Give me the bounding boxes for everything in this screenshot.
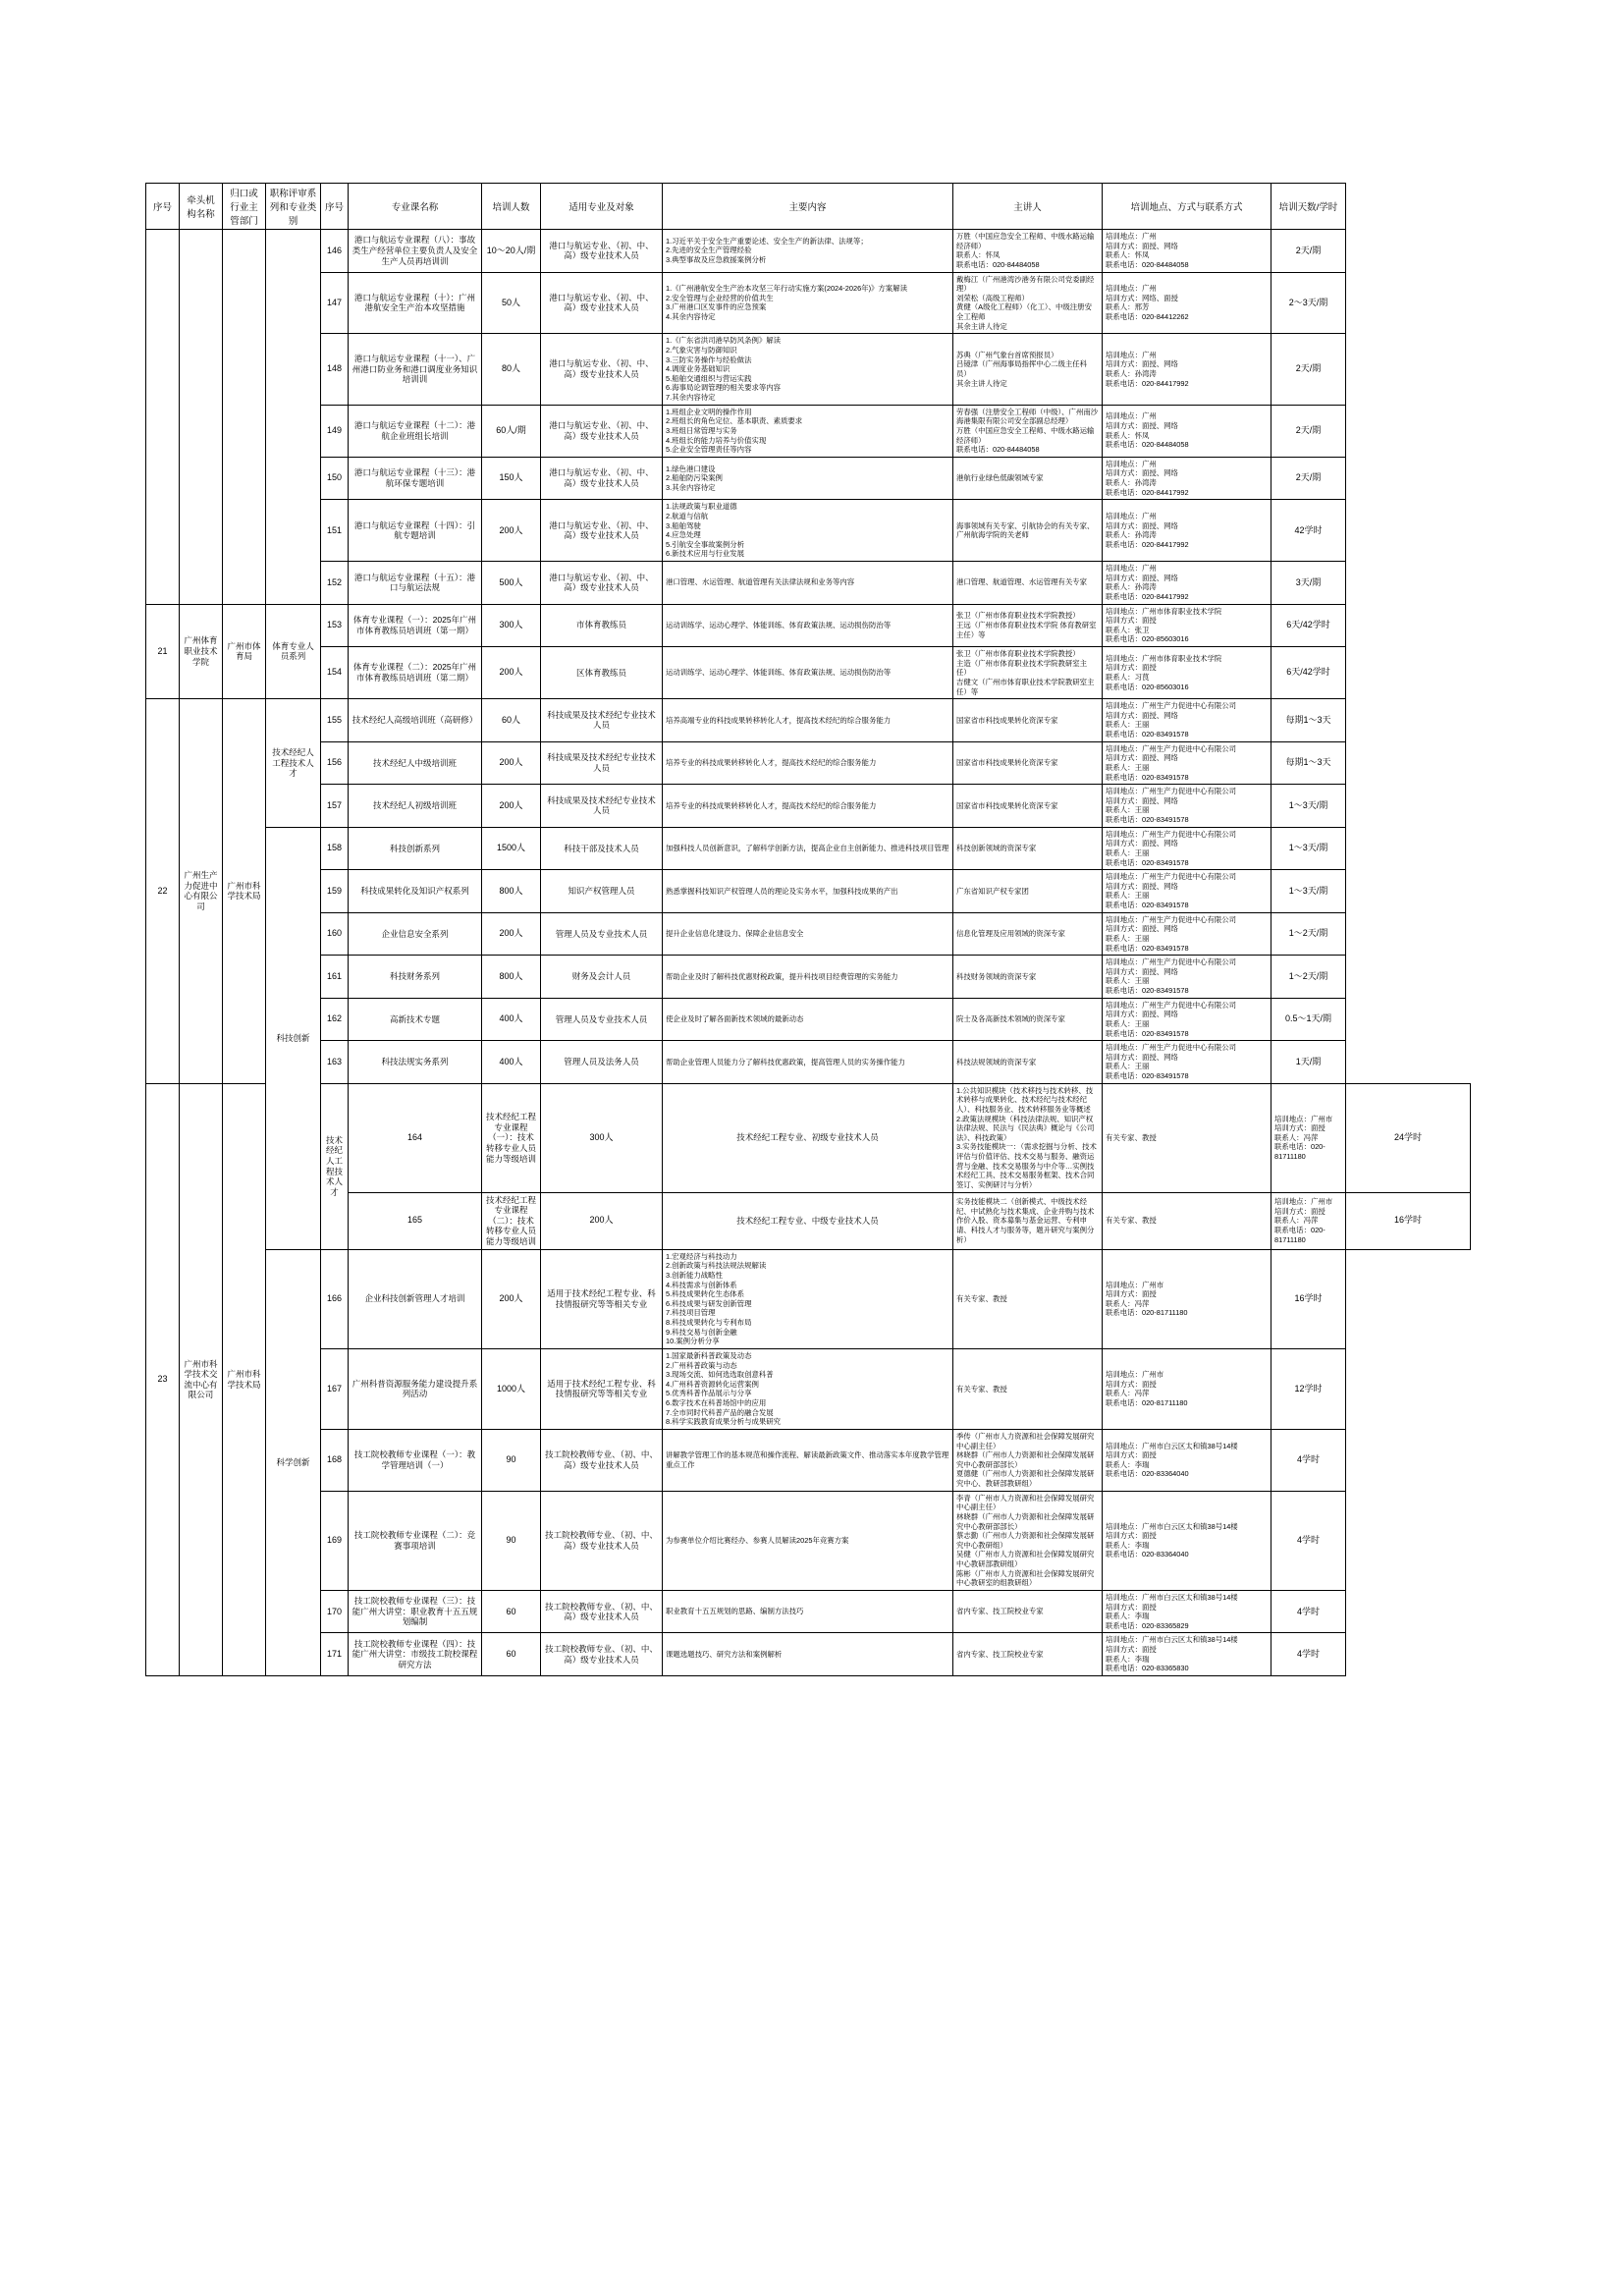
cell-place: 培训地点：广州 培训方式：面授、网络 联系人：孙湾涛 联系电话：020-84417992 bbox=[1103, 562, 1271, 605]
cell-series: 技术经纪人工程技术人才 bbox=[321, 1083, 349, 1249]
cell-count: 80人 bbox=[482, 334, 541, 405]
cell-speaker: 劳春强（注册安全工程师（中级）、广州南沙海港集限有限公司安全部副总经理） 万胜（中国应急安全工程师、中级水路运输经济师） 联系电话：020-84484058 bbox=[953, 405, 1103, 457]
cell-speaker: 季传（广州市人力资源和社会保障发展研究中心副主任） 林晓群（广州市人力资源和社会保障发展研究中心教研部部长） 夏德健（广州市人力资源和社会保障发展研究中心、教研部教研组） bbox=[953, 1429, 1103, 1491]
cell-index: 157 bbox=[321, 785, 349, 828]
cell-series: 科学创新 bbox=[266, 1249, 321, 1675]
cell-series: 科技创新 bbox=[266, 827, 321, 1249]
cell-course-name: 技术经纪工程专业课程（二）：技术转移专业人员能力等级培训 bbox=[482, 1192, 541, 1249]
cell-days: 1～3天/期 bbox=[1271, 827, 1346, 870]
cell-speaker: 有关专家、教授 bbox=[1103, 1083, 1271, 1192]
cell-count: 60 bbox=[482, 1633, 541, 1676]
cell-speaker: 国家省市科技成果转化资深专家 bbox=[953, 785, 1103, 828]
cell-course-name: 高新技术专题 bbox=[349, 998, 482, 1041]
cell-speaker: 省内专家、技工院校业专家 bbox=[953, 1633, 1103, 1676]
cell-place: 培训地点：广州生产力促进中心有限公司 培训方式：面授、网络 联系人：王丽 联系电话：020-83491578 bbox=[1103, 827, 1271, 870]
cell-days: 2天/期 bbox=[1271, 405, 1346, 457]
cell-count: 300人 bbox=[482, 604, 541, 647]
cell-content: 1.《广东省洪司港早防风条例》解读 2.气象灾害与防御知识 3.三防实务操作与经验做法 4.调度业务基础知识 5.船舶交通组织与营运实践 6.海事局论调管理的相关要求等内容 7.其余内容待定 bbox=[663, 334, 953, 405]
cell-speaker: 科技财务领域的资深专家 bbox=[953, 956, 1103, 999]
cell-index: 160 bbox=[321, 912, 349, 956]
cell-place: 培训地点：广州 培训方式：面授、网络 联系人：孙湾涛 联系电话：020-84417992 bbox=[1103, 457, 1271, 500]
cell-target: 管理人员及法务人员 bbox=[541, 1041, 663, 1084]
cell-place: 培训地点：广州生产力促进中心有限公司 培训方式：面授、网络 联系人：王丽 联系电话：020-83491578 bbox=[1103, 1041, 1271, 1084]
cell-place: 培训地点：广州 培训方式：面授、网络 联系人：怀凤 联系电话：020-84484058 bbox=[1103, 405, 1271, 457]
cell-speaker: 院士及各高新技术领域的资深专家 bbox=[953, 998, 1103, 1041]
cell-count: 400人 bbox=[482, 1041, 541, 1084]
cell-content: 培养专业的科技成果转移转化人才，提高技术经纪的综合服务能力 bbox=[663, 741, 953, 785]
cell-index: 171 bbox=[321, 1633, 349, 1676]
cell-index: 155 bbox=[321, 699, 349, 742]
cell-speaker: 国家省市科技成果转化资深专家 bbox=[953, 741, 1103, 785]
table-row bbox=[146, 1633, 1471, 1676]
cell-days: 24学时 bbox=[1346, 1083, 1471, 1192]
cell-no bbox=[146, 230, 180, 605]
cell-course-name: 企业科技创新管理人才培训 bbox=[349, 1249, 482, 1348]
cell-days: 0.5～1天/期 bbox=[1271, 998, 1346, 1041]
cell-count: 90 bbox=[482, 1429, 541, 1491]
cell-content: 课题选题技巧、研究方法和案例解析 bbox=[663, 1633, 953, 1676]
cell-count: 60人 bbox=[482, 699, 541, 742]
cell-target: 港口与航运专业、（初、中、高）级专业技术人员 bbox=[541, 272, 663, 334]
table-row bbox=[146, 1249, 1471, 1348]
cell-index: 152 bbox=[321, 562, 349, 605]
cell-target: 港口与航运专业、（初、中、高）级专业技术人员 bbox=[541, 334, 663, 405]
cell-target: 技工院校教师专业、（初、中、高）级专业技术人员 bbox=[541, 1491, 663, 1590]
cell-place: 培训地点：广州生产力促进中心有限公司 培训方式：面授、网络 联系人：王丽 联系电话：020-83491578 bbox=[1103, 998, 1271, 1041]
cell-speaker: 信息化管理及应用领域的资深专家 bbox=[953, 912, 1103, 956]
cell-target: 港口与航运专业、（初、中、高）级专业技术人员 bbox=[541, 405, 663, 457]
cell-days: 6天/42学时 bbox=[1271, 647, 1346, 699]
cell-days: 4学时 bbox=[1271, 1429, 1346, 1491]
cell-speaker: 苏典（广州气象台首席预报员） 吕镜津（广州海事局指挥中心二级主任科员） 其余主讲人待定 bbox=[953, 334, 1103, 405]
table-row bbox=[146, 562, 1471, 605]
cell-count: 50人 bbox=[482, 272, 541, 334]
cell-count: 1000人 bbox=[482, 1348, 541, 1429]
cell-dept: 广州市体育局 bbox=[223, 604, 266, 699]
cell-count: 200人 bbox=[482, 500, 541, 562]
cell-content: 加强科技人员创新意识，了解科学创新方法，提高企业自主创新能力、推进科技项目管理 bbox=[663, 827, 953, 870]
cell-days: 1～2天/期 bbox=[1271, 956, 1346, 999]
cell-count: 200人 bbox=[482, 741, 541, 785]
cell-speaker: 港航行业绿色低碳领域专家 bbox=[953, 457, 1103, 500]
cell-content: 为参赛单位介绍比赛经办、参赛人员解读2025年竞赛方案 bbox=[663, 1491, 953, 1590]
cell-content: 1.公共知识模块（技术移技与技术转移、技术转移与成果转化、技术经纪与技术经纪人）、科技服务业、技术转移服务业等概述 2.政策法规模块（科技法律法规、知识产权法律法规、民法与《民法典》概论与《公司法》、科技政策） 3.实务技能模块一：（需求挖掘与分析、技术评估与价值评估、技术交易与服务、融资运营与金融、技术交易服务与中介等…实例技术经纪工具、技术交易服务框架、技术合同签订、实例研讨与分析） bbox=[953, 1083, 1103, 1192]
cell-days: 1天/期 bbox=[1271, 1041, 1346, 1084]
table-header-row bbox=[146, 184, 1471, 230]
table-row bbox=[146, 1348, 1471, 1429]
table-row bbox=[146, 272, 1471, 334]
cell-target: 技术经纪工程专业、中级专业技术人员 bbox=[663, 1192, 953, 1249]
th-count: 培训人数 bbox=[482, 184, 541, 230]
cell-content: 1.法规政策与职业道德 2.航道与信航 3.船舶驾驶 4.应急处理 5.引航安全事故案例分析 6.新技术应用与行业发展 bbox=[663, 500, 953, 562]
table-row bbox=[146, 647, 1471, 699]
cell-target: 管理人员及专业技术人员 bbox=[541, 998, 663, 1041]
table-row bbox=[146, 741, 1471, 785]
cell-course-name: 港口与航运专业课程（八）：事故类生产经营单位主要负责人及安全生产人员再培训训 bbox=[349, 230, 482, 273]
cell-count: 60 bbox=[482, 1590, 541, 1633]
cell-course-name: 科技财务系列 bbox=[349, 956, 482, 999]
cell-target: 科技成果及技术经纪专业技术人员 bbox=[541, 785, 663, 828]
cell-count: 300人 bbox=[541, 1083, 663, 1192]
cell-target: 科技成果及技术经纪专业技术人员 bbox=[541, 699, 663, 742]
cell-place: 培训地点：广州生产力促进中心有限公司 培训方式：面授、网络 联系人：王丽 联系电话：020-83491578 bbox=[1103, 785, 1271, 828]
cell-content: 帮助企业管理人员能力分了解科技优惠政策，提高管理人员的实务操作能力 bbox=[663, 1041, 953, 1084]
cell-course-name: 港口与航运专业课程（十三）：港航环保专题培训 bbox=[349, 457, 482, 500]
cell-days: 每期1～3天 bbox=[1271, 699, 1346, 742]
cell-target: 港口与航运专业、（初、中、高）级专业技术人员 bbox=[541, 230, 663, 273]
cell-course-name: 港口与航运专业课程（十二）：港航企业班组长培训 bbox=[349, 405, 482, 457]
cell-target: 技术经纪工程专业、初级专业技术人员 bbox=[663, 1083, 953, 1192]
cell-target: 科技成果及技术经纪专业技术人员 bbox=[541, 741, 663, 785]
cell-target: 知识产权管理人员 bbox=[541, 870, 663, 913]
cell-index: 159 bbox=[321, 870, 349, 913]
cell-speaker: 有关专家、教授 bbox=[953, 1348, 1103, 1429]
cell-index: 148 bbox=[321, 334, 349, 405]
th-series: 职称评审系列和专业类别 bbox=[266, 184, 321, 230]
cell-index: 165 bbox=[349, 1192, 482, 1249]
cell-target: 区体育教练员 bbox=[541, 647, 663, 699]
cell-speaker: 李青（广州市人力资源和社会保障发展研究中心副主任） 林晓群（广州市人力资源和社会保障发展研究中心教研部部长） 蔡志勤（广州市人力资源和社会保障发展研究中心教研组） 吴健（广州市人力资源和社会保障发展研究中心教研部教研组） 陈彬（广州市人力资源和社会保障发展研究中心教研室的组教研组） bbox=[953, 1491, 1103, 1590]
cell-speaker: 张卫（广州市体育职业技术学院教授） 主造（广州市体育职业技术学院教研室主任） 吉健文（广州市体育职业技术学院教研室主任）等 bbox=[953, 647, 1103, 699]
cell-org: 广州体育职业技术学院 bbox=[180, 604, 223, 699]
cell-series: 技术经纪人工程技术人才 bbox=[266, 699, 321, 828]
table-row bbox=[146, 785, 1471, 828]
cell-index: 170 bbox=[321, 1590, 349, 1633]
cell-index: 150 bbox=[321, 457, 349, 500]
cell-place: 培训地点：广州 培训方式：面授、网络 联系人：怀凤 联系电话：020-84484058 bbox=[1103, 230, 1271, 273]
cell-target: 港口与航运专业、（初、中、高）级专业技术人员 bbox=[541, 562, 663, 605]
cell-place: 培训地点：广州市体育职业技术学院 培训方式：面授 联系人：习茛 联系电话：020-85603016 bbox=[1103, 647, 1271, 699]
cell-course-name: 体育专业课程（二）：2025年广州市体育教练员培训班（第二期） bbox=[349, 647, 482, 699]
cell-course-name: 技术经纪人中级培训班 bbox=[349, 741, 482, 785]
cell-place: 培训地点：广州市 培训方式：面授 联系人：冯萍 联系电话：020-81711180 bbox=[1103, 1348, 1271, 1429]
cell-target: 适用于技术经纪工程专业、科技情报研究等等相关专业 bbox=[541, 1348, 663, 1429]
cell-count: 800人 bbox=[482, 870, 541, 913]
cell-course-name: 技工院校教师专业课程（二）：竞赛事项培训 bbox=[349, 1491, 482, 1590]
cell-speaker: 有关专家、教授 bbox=[1103, 1192, 1271, 1249]
cell-place: 培训地点：广州生产力促进中心有限公司 培训方式：面授、网络 联系人：王丽 联系电话：020-83491578 bbox=[1103, 699, 1271, 742]
cell-place: 培训地点：广州生产力促进中心有限公司 培训方式：面授、网络 联系人：王丽 联系电话：020-83491578 bbox=[1103, 870, 1271, 913]
cell-count: 200人 bbox=[482, 912, 541, 956]
cell-count: 800人 bbox=[482, 956, 541, 999]
cell-content: 帮助企业及时了解科技优惠财税政策，提升科技项目经费管理的实务能力 bbox=[663, 956, 953, 999]
cell-course-name: 技工院校教师专业课程（四）：技能广州大讲堂：市级技工院校课程研究方法 bbox=[349, 1633, 482, 1676]
cell-days: 每期1～3天 bbox=[1271, 741, 1346, 785]
cell-place: 培训地点：广州生产力促进中心有限公司 培训方式：面授、网络 联系人：王丽 联系电话：020-83491578 bbox=[1103, 956, 1271, 999]
cell-course-name: 技术经纪人初级培训班 bbox=[349, 785, 482, 828]
cell-days: 2～3天/期 bbox=[1271, 272, 1346, 334]
cell-place: 培训地点：广州市白云区太和镇38号14楼 培训方式：面授 联系人：李瑞 联系电话：020-83365830 bbox=[1103, 1633, 1271, 1676]
cell-speaker: 港口管理、航道管理、水运管理有关专家 bbox=[953, 562, 1103, 605]
cell-count: 1500人 bbox=[482, 827, 541, 870]
table-row bbox=[146, 998, 1471, 1041]
cell-course-name: 港口与航运专业课程（十）：广州港航安全生产治本攻坚措施 bbox=[349, 272, 482, 334]
cell-content: 培养专业的科技成果转移转化人才，提高技术经纪的综合服务能力 bbox=[663, 785, 953, 828]
cell-course-name: 科技成果转化及知识产权系列 bbox=[349, 870, 482, 913]
cell-count: 90 bbox=[482, 1491, 541, 1590]
cell-target: 港口与航运专业、（初、中、高）级专业技术人员 bbox=[541, 500, 663, 562]
cell-count: 200人 bbox=[482, 647, 541, 699]
cell-content: 港口管理、水运管理、航道管理有关法律法规和业务等内容 bbox=[663, 562, 953, 605]
cell-index: 153 bbox=[321, 604, 349, 647]
cell-content: 熟悉掌握科技知识产权管理人员的理论及实务水平，加强科技成果的产出 bbox=[663, 870, 953, 913]
cell-speaker: 戴梅江（广州港湾沙港务有限公司党委副经理） 刘荣松（高级工程师） 黄健（A级化工程师）（化工）、中级注册安全工程师 其余主讲人待定 bbox=[953, 272, 1103, 334]
th-target: 适用专业及对象 bbox=[541, 184, 663, 230]
cell-index: 156 bbox=[321, 741, 349, 785]
cell-count: 10～20人/期 bbox=[482, 230, 541, 273]
cell-content: 1.宏观经济与科技动力 2.创新政策与科技法规法规解读 3.创新能力战略性 4.科技需求与创新体系 5.科技成果转化生态体系 6.科技成果与研发创新管理 7.科技项目管理 8.科技成果转化与专利布局 9.科技交易与创新金融 10.案例分析分享 bbox=[663, 1249, 953, 1348]
cell-index: 169 bbox=[321, 1491, 349, 1590]
cell-place: 培训地点：广州 培训方式：面授、网络 联系人：孙湾涛 联系电话：020-84417992 bbox=[1103, 500, 1271, 562]
cell-dept bbox=[223, 230, 266, 605]
cell-index: 166 bbox=[321, 1249, 349, 1348]
cell-index: 167 bbox=[321, 1348, 349, 1429]
cell-course-name: 港口与航运专业课程（十五）：港口与航运法规 bbox=[349, 562, 482, 605]
cell-index: 158 bbox=[321, 827, 349, 870]
cell-days: 2天/期 bbox=[1271, 230, 1346, 273]
cell-days: 6天/42学时 bbox=[1271, 604, 1346, 647]
cell-target: 技工院校教师专业、（初、中、高）级专业技术人员 bbox=[541, 1429, 663, 1491]
cell-no: 23 bbox=[146, 1083, 180, 1675]
cell-speaker: 科技法规领域的资深专家 bbox=[953, 1041, 1103, 1084]
table-row bbox=[146, 699, 1471, 742]
cell-index: 146 bbox=[321, 230, 349, 273]
cell-content: 运动训练学、运动心理学、体能训练、体育政策法规、运动损伤防治等 bbox=[663, 604, 953, 647]
cell-content: 1.《广州港航安全生产治本攻坚三年行动实施方案(2024-2026年)》方案解读 2.安全管理与企业经营的价值共生 3.广州港口区发事件的应急预案 4.其余内容待定 bbox=[663, 272, 953, 334]
cell-count: 200人 bbox=[482, 1249, 541, 1348]
cell-place: 培训地点：广州生产力促进中心有限公司 培训方式：面授、网络 联系人：王丽 联系电话：020-83491578 bbox=[1103, 912, 1271, 956]
cell-days: 4学时 bbox=[1271, 1633, 1346, 1676]
cell-days: 1～3天/期 bbox=[1271, 870, 1346, 913]
cell-days: 4学时 bbox=[1271, 1590, 1346, 1633]
th-days: 培训天数/学时 bbox=[1271, 184, 1346, 230]
cell-course-name: 港口与航运专业课程（十四）：引航专题培训 bbox=[349, 500, 482, 562]
cell-no: 21 bbox=[146, 604, 180, 699]
cell-org bbox=[180, 230, 223, 605]
cell-course-name: 广州科普资源服务能力建设提升系列活动 bbox=[349, 1348, 482, 1429]
th-no: 序号 bbox=[146, 184, 180, 230]
cell-content: 培养高端专业的科技成果转移转化人才，提高技术经纪的综合服务能力 bbox=[663, 699, 953, 742]
table-row bbox=[146, 870, 1471, 913]
cell-index: 164 bbox=[349, 1083, 482, 1192]
table-row bbox=[146, 1083, 1471, 1192]
table-row bbox=[146, 1590, 1471, 1633]
cell-target: 科技干部及技术人员 bbox=[541, 827, 663, 870]
cell-dept: 广州市科学技术局 bbox=[223, 699, 266, 1084]
cell-days: 3天/期 bbox=[1271, 562, 1346, 605]
cell-course-name: 技术经纪人高级培训班（高研修） bbox=[349, 699, 482, 742]
cell-content: 使企业及时了解各面新技术领域的最新动态 bbox=[663, 998, 953, 1041]
cell-days: 2天/期 bbox=[1271, 457, 1346, 500]
cell-place: 培训地点：广州生产力促进中心有限公司 培训方式：面授、网络 联系人：王丽 联系电话：020-83491578 bbox=[1103, 741, 1271, 785]
cell-course-name: 企业信息安全系列 bbox=[349, 912, 482, 956]
cell-speaker: 海事领域有关专家、引航协会的有关专家、广州航海学院的关老师 bbox=[953, 500, 1103, 562]
cell-days: 12学时 bbox=[1271, 1348, 1346, 1429]
table-row bbox=[146, 334, 1471, 405]
cell-content: 职业教育十五五规划的思路、编制方法技巧 bbox=[663, 1590, 953, 1633]
th-speaker: 主讲人 bbox=[953, 184, 1103, 230]
table-row bbox=[146, 1429, 1471, 1491]
cell-days: 1～3天/期 bbox=[1271, 785, 1346, 828]
table-row bbox=[146, 500, 1471, 562]
cell-count: 500人 bbox=[482, 562, 541, 605]
table-body bbox=[146, 230, 1471, 1676]
cell-index: 163 bbox=[321, 1041, 349, 1084]
cell-speaker: 有关专家、教授 bbox=[953, 1249, 1103, 1348]
th-dept: 归口或行业主管部门 bbox=[223, 184, 266, 230]
cell-days: 16学时 bbox=[1346, 1192, 1471, 1249]
cell-count: 200人 bbox=[541, 1192, 663, 1249]
th-idx: 序号 bbox=[321, 184, 349, 230]
cell-place: 培训地点：广州 培训方式：网络、面授 联系人：邢芳 联系电话：020-84412262 bbox=[1103, 272, 1271, 334]
cell-speaker: 科技创新领域的资深专家 bbox=[953, 827, 1103, 870]
cell-place: 培训地点：广州市白云区太和镇38号14楼 培训方式：面授 联系人：李瑞 联系电话：020-83364040 bbox=[1103, 1429, 1271, 1491]
cell-org: 广州生产力促进中心有限公司 bbox=[180, 699, 223, 1084]
cell-content: 运动训练学、运动心理学、体能训练、体育政策法规、运动损伤防治等 bbox=[663, 647, 953, 699]
cell-speaker: 万胜（中国应急安全工程师、中级水路运输经济师） 联系人：怀凤 联系电话：020-84484058 bbox=[953, 230, 1103, 273]
cell-place: 培训地点：广州市 培训方式：面授 联系人：冯萍 联系电话：020-81711180 bbox=[1271, 1192, 1346, 1249]
cell-content: 1.绿色港口建设 2.船舶防污染案例 3.其余内容待定 bbox=[663, 457, 953, 500]
cell-index: 147 bbox=[321, 272, 349, 334]
cell-index: 168 bbox=[321, 1429, 349, 1491]
cell-count: 60人/期 bbox=[482, 405, 541, 457]
th-place: 培训地点、方式与联系方式 bbox=[1103, 184, 1271, 230]
cell-index: 154 bbox=[321, 647, 349, 699]
cell-course-name: 体育专业课程（一）：2025年广州市体育教练员培训班（第一期） bbox=[349, 604, 482, 647]
cell-index: 149 bbox=[321, 405, 349, 457]
cell-course-name: 技工院校教师专业课程（三）：技能广州大讲堂：职业教育十五五规划编制 bbox=[349, 1590, 482, 1633]
cell-days: 2天/期 bbox=[1271, 334, 1346, 405]
cell-org: 广州市科学技术交流中心有限公司 bbox=[180, 1083, 223, 1675]
table-row bbox=[146, 956, 1471, 999]
cell-course-name: 港口与航运专业课程（十一）、广州港口防业务和港口调度业务知识培训训 bbox=[349, 334, 482, 405]
cell-speaker: 广东省知识产权专家团 bbox=[953, 870, 1103, 913]
table-row bbox=[146, 604, 1471, 647]
cell-count: 150人 bbox=[482, 457, 541, 500]
cell-speaker: 国家省市科技成果转化资深专家 bbox=[953, 699, 1103, 742]
th-org: 牵头机构名称 bbox=[180, 184, 223, 230]
cell-speaker: 张卫（广州市体育职业技术学院教授） 王远（广州市体育职业技术学院 体育教研室主任）等 bbox=[953, 604, 1103, 647]
table-row bbox=[146, 230, 1471, 273]
table-row bbox=[146, 457, 1471, 500]
th-course: 专业课名称 bbox=[349, 184, 482, 230]
cell-no: 22 bbox=[146, 699, 180, 1084]
cell-target: 市体育教练员 bbox=[541, 604, 663, 647]
cell-place: 培训地点：广州市体育职业技术学院 培训方式：面授 联系人：张卫 联系电话：020-85603016 bbox=[1103, 604, 1271, 647]
cell-course-name: 科技创新系列 bbox=[349, 827, 482, 870]
cell-content: 讲解教学管理工作的基本规范和操作流程、解读最新政策文件、推动落实本年度教学管理重点工作 bbox=[663, 1429, 953, 1491]
cell-content: 提升企业信息化建设力、保障企业信息安全 bbox=[663, 912, 953, 956]
table-row bbox=[146, 912, 1471, 956]
cell-target: 技工院校教师专业、（初、中、高）级专业技术人员 bbox=[541, 1633, 663, 1676]
cell-content: 实务技能模块二（创新模式、中级技术经纪、中试熟化与技术集成、企业并购与技术作价入股、资本募集与基金运营、专利申请、科技人才与服务等，题升研究与案例分析） bbox=[953, 1192, 1103, 1249]
cell-target: 管理人员及专业技术人员 bbox=[541, 912, 663, 956]
cell-place: 培训地点：广州 培训方式：面授、网络 联系人：孙湾涛 联系电话：020-84417992 bbox=[1103, 334, 1271, 405]
cell-index: 161 bbox=[321, 956, 349, 999]
cell-course-name: 技工院校教师专业课程（一）：教学管理培训（一） bbox=[349, 1429, 482, 1491]
cell-course-name: 技术经纪工程专业课程（一）：技术转移专业人员能力等级培训 bbox=[482, 1083, 541, 1192]
cell-series bbox=[266, 230, 321, 605]
table-row bbox=[146, 405, 1471, 457]
cell-days: 16学时 bbox=[1271, 1249, 1346, 1348]
cell-target: 技工院校教师专业、（初、中、高）级专业技术人员 bbox=[541, 1590, 663, 1633]
cell-series: 体育专业人员系列 bbox=[266, 604, 321, 699]
cell-course-name: 科技法规实务系列 bbox=[349, 1041, 482, 1084]
table-row bbox=[146, 827, 1471, 870]
cell-target: 财务及会计人员 bbox=[541, 956, 663, 999]
cell-place: 培训地点：广州市白云区太和镇38号14楼 培训方式：面授 联系人：李瑞 联系电话：020-83364040 bbox=[1103, 1491, 1271, 1590]
cell-days: 4学时 bbox=[1271, 1491, 1346, 1590]
table-row bbox=[146, 1491, 1471, 1590]
cell-dept: 广州市科学技术局 bbox=[223, 1083, 266, 1675]
cell-speaker: 省内专家、技工院校业专家 bbox=[953, 1590, 1103, 1633]
table-row bbox=[146, 1041, 1471, 1084]
cell-index: 162 bbox=[321, 998, 349, 1041]
cell-place: 培训地点：广州市白云区太和镇38号14楼 培训方式：面授 联系人：李瑞 联系电话：020-83365829 bbox=[1103, 1590, 1271, 1633]
cell-count: 200人 bbox=[482, 785, 541, 828]
cell-target: 港口与航运专业、（初、中、高）级专业技术人员 bbox=[541, 457, 663, 500]
cell-days: 1～2天/期 bbox=[1271, 912, 1346, 956]
cell-content: 1.班组企业文明的操作作用 2.班组长的角色定位、基本职责、素质要求 3.班组日常管理与实务 4.班组长的能力培养与价值实现 5.企业安全管理责任等内容 bbox=[663, 405, 953, 457]
cell-content: 1.习近平关于安全生产重要论述、安全生产的新法律、法规等； 2.先进的安全生产管理经验 3.典型事故及应急救援案例分析 bbox=[663, 230, 953, 273]
cell-index: 151 bbox=[321, 500, 349, 562]
cell-count: 400人 bbox=[482, 998, 541, 1041]
cell-place: 培训地点：广州市 培训方式：面授 联系人：冯萍 联系电话：020-81711180 bbox=[1103, 1249, 1271, 1348]
cell-place: 培训地点：广州市 培训方式：面授 联系人：冯萍 联系电话：020-81711180 bbox=[1271, 1083, 1346, 1192]
cell-days: 42学时 bbox=[1271, 500, 1346, 562]
training-course-table bbox=[145, 183, 1471, 1676]
cell-target: 适用于技术经纪工程专业、科技情报研究等等相关专业 bbox=[541, 1249, 663, 1348]
th-content: 主要内容 bbox=[663, 184, 953, 230]
cell-content: 1.国家最新科普政策及动态 2.广州科普政策与动态 3.现场交流、如何选选取创意科普 4.广州科普资源转化运营案例 5.优秀科普作品展示与分享 6.数字技术在科普场馆中的应用 7.全市同时代科普产品的融合发展 8.科学实践教育成果分析与成果研究 bbox=[663, 1348, 953, 1429]
